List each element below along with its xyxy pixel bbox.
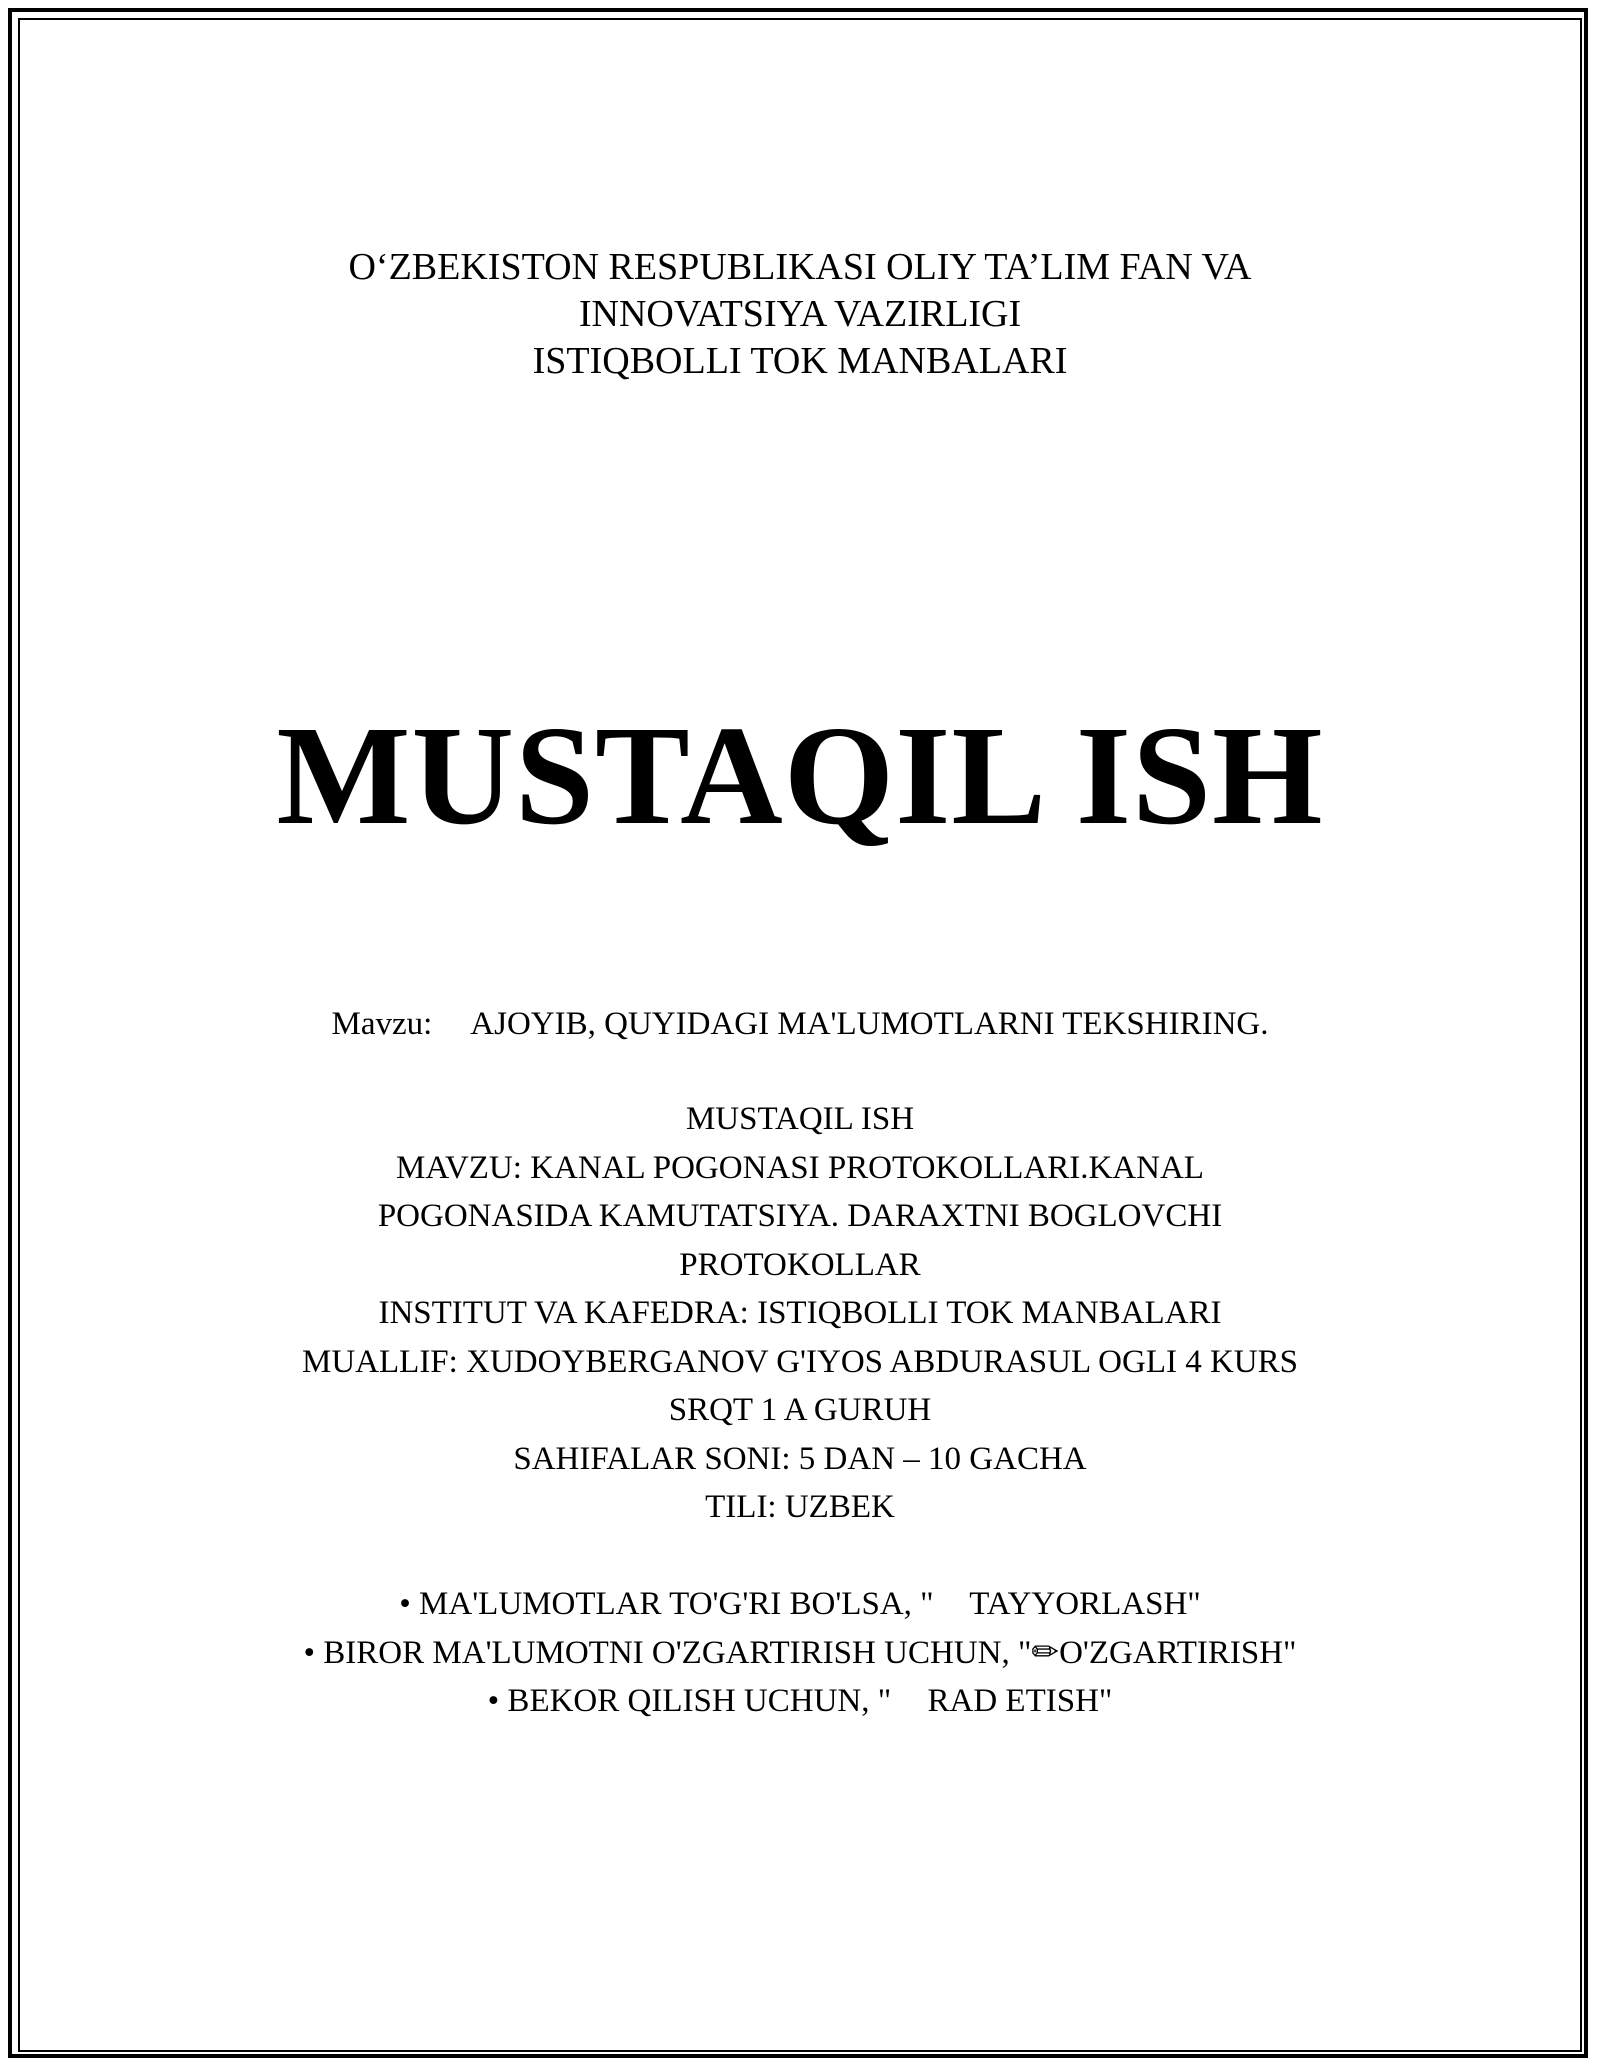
instruction-confirm xyxy=(0,1580,1600,1629)
details-line: TILI: UZBEK xyxy=(705,1489,895,1525)
instruction-text: RAD ETISH" xyxy=(919,1683,1113,1719)
instruction-text: • BIROR MA'LUMOTNI O'ZGARTIRISH UCHUN, " xyxy=(303,1634,1032,1671)
header-line-3: ISTIQBOLLI TOK MANBALARI xyxy=(532,340,1068,382)
instructions-list xyxy=(0,1580,1600,1726)
details-line: POGONASIDA KAMUTATSIYA. DARAXTNI BOGLOVCHI xyxy=(377,1198,1223,1234)
details-line: INSTITUT VA KAFEDRA: ISTIQBOLLI TOK MANBALARI xyxy=(378,1295,1222,1331)
details-line: PROTOKOLLAR xyxy=(679,1246,921,1283)
pencil-icon: ✏ xyxy=(1031,1634,1060,1671)
topic-value: AJOYIB, QUYIDAGI MA'LUMOTLARNI TEKSHIRING. xyxy=(470,1006,1269,1042)
details-line: SAHIFALAR SONI: 5 DAN – 10 GACHA xyxy=(513,1440,1087,1477)
instruction-text: • MA'LUMOTLAR TO'G'RI BO'LSA, " xyxy=(399,1586,934,1622)
topic-label: Mavzu: xyxy=(331,1006,433,1042)
details-line: MUALLIF: XUDOYBERGANOV G'IYOS ABDURASUL OGLI 4 KURS xyxy=(302,1343,1298,1380)
instruction-text: • BEKOR QILISH UCHUN, " xyxy=(487,1683,892,1719)
details-line: SRQT 1 A GURUH xyxy=(668,1392,932,1428)
topic-line xyxy=(0,1002,1600,1046)
details-line: MUSTAQIL ISH xyxy=(685,1101,915,1137)
details-block xyxy=(0,1095,1600,1532)
header-line-2: INNOVATSIYA VAZIRLIGI xyxy=(578,293,1022,335)
instruction-edit xyxy=(0,1629,1600,1678)
instruction-text: O'ZGARTIRISH" xyxy=(1059,1634,1297,1671)
header-line-1: O‘ZBEKISTON RESPUBLIKASI OLIY TA’LIM FAN VA xyxy=(348,246,1252,288)
document-title: MUSTAQIL ISH xyxy=(276,696,1324,854)
instruction-text: TAYYORLASH" xyxy=(961,1586,1201,1622)
instruction-cancel xyxy=(0,1677,1600,1726)
details-line: MAVZU: KANAL POGONASI PROTOKOLLARI.KANAL xyxy=(396,1149,1204,1186)
ministry-header xyxy=(0,244,1600,385)
